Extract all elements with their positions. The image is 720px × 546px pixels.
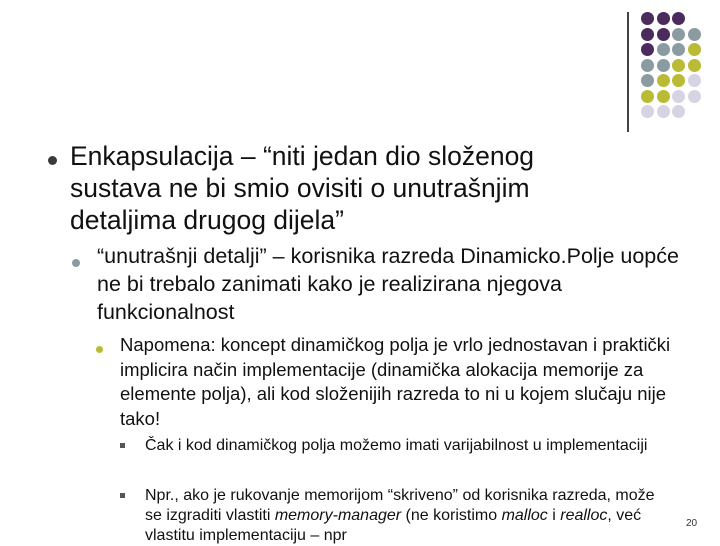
decorative-dot <box>657 90 670 103</box>
text-fragment: Npr., ako je rukovanje memorijom “skriveno” od korisnika razreda, može se izgraditi vlastiti <box>145 487 655 524</box>
decorative-dot <box>657 12 670 25</box>
decorative-dot <box>657 74 670 87</box>
decorative-dot <box>641 90 654 103</box>
page-number: 20 <box>686 518 698 529</box>
decorative-dot <box>672 43 685 56</box>
text-fragment: (ne koristimo <box>401 507 502 524</box>
decorative-dot <box>641 43 654 56</box>
decorative-dot <box>657 105 670 118</box>
decorative-dot <box>672 105 685 118</box>
decorative-dot <box>641 74 654 87</box>
decorative-dot <box>672 90 685 103</box>
bullet-level-2: “unutrašnji detalji” – korisnika razreda Dinamicko.Polje uopće ne bi trebalo zanimati kako je realizirana njegova funkcionalnost <box>97 244 679 324</box>
decorative-dot <box>688 59 701 72</box>
decorative-dot <box>657 59 670 72</box>
bullet-level-4-last <box>145 486 665 546</box>
decorative-dot <box>641 12 654 25</box>
bullet-icon <box>96 346 103 353</box>
decorative-dot <box>672 12 685 25</box>
bullet-level-4: Čak i kod dinamičkog polja možemo imati varijabilnost u implementaciji <box>145 437 648 454</box>
bullet-icon <box>48 156 57 165</box>
decorative-dot <box>641 28 654 41</box>
square-bullet-icon <box>120 443 125 448</box>
decorative-dot <box>641 105 654 118</box>
decorative-dot <box>672 74 685 87</box>
italic-term: malloc <box>501 507 548 524</box>
italic-term: realloc <box>560 507 608 524</box>
bullet-icon <box>72 259 80 267</box>
text-fragment: i <box>547 507 561 524</box>
bullet-level-3: Napomena: koncept dinamičkog polja je vrlo jednostavan i praktički implicira način implementacije (dinamička alokacija memorije za elemente polja), ali kod složenijih razreda to ni u kojem slučaju nije tako! <box>120 334 671 429</box>
decorative-dot <box>672 28 685 41</box>
decorative-dot <box>672 59 685 72</box>
decorative-vertical-line <box>627 12 629 132</box>
square-bullet-icon <box>120 493 125 498</box>
italic-term: memory-manager <box>274 507 402 524</box>
decorative-dot <box>657 28 670 41</box>
text-fragment: , već vlastitu implementaciju – npr <box>145 507 642 544</box>
decorative-dot <box>641 59 654 72</box>
decorative-dot <box>657 43 670 56</box>
decorative-dot <box>688 28 701 41</box>
bullet-level-1: Enkapsulacija – “niti jedan dio složenog sustava ne bi smio ovisiti o unutrašnjim detaljima drugog dijela” <box>70 141 535 235</box>
decorative-dot <box>688 43 701 56</box>
decorative-dot <box>688 74 701 87</box>
decorative-dot <box>688 90 701 103</box>
